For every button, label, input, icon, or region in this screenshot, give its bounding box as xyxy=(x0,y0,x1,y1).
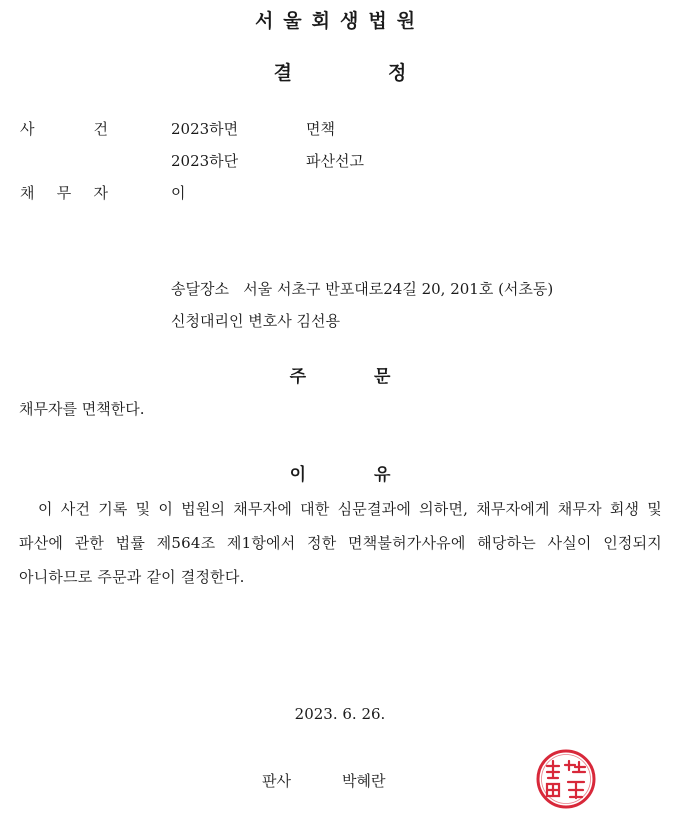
court-name: 서울회생법원 xyxy=(254,10,426,32)
judge-name: 박혜란 xyxy=(342,772,386,790)
agent-label: 신청대리인 변호사 xyxy=(171,312,292,330)
debtor-label-char-2: 무 xyxy=(56,184,72,202)
order-text: 채무자를 면책한다. xyxy=(19,400,145,418)
service-address-label: 송달장소 xyxy=(171,280,229,298)
decision-date: 2023. 6. 26. xyxy=(294,705,386,723)
debtor-label-char-1: 채 xyxy=(20,184,35,202)
case-label xyxy=(20,118,108,139)
debtor-label-char-3: 자 xyxy=(93,184,108,202)
case-name-1: 면책 xyxy=(306,120,335,138)
case-name-2: 파산선고 xyxy=(306,152,364,170)
order-heading: 주문 xyxy=(289,367,459,387)
agent-name: 김선용 xyxy=(296,312,340,330)
case-number-1: 2023하면 xyxy=(171,120,239,138)
service-address: 서울 서초구 반포대로24길 20, 201호 (서초동) xyxy=(243,280,554,298)
debtor-label xyxy=(20,182,108,203)
document-title: 결정 xyxy=(273,62,503,84)
judge-seal-stamp xyxy=(535,748,597,810)
judge-title: 판사 xyxy=(262,772,291,790)
case-label-char-1: 사 xyxy=(20,120,35,138)
case-label-char-2: 건 xyxy=(93,120,108,138)
reason-text: 이 사건 기록 및 이 법원의 채무자에 대한 심문결과에 의하면, 채무자에게 채무자 회생 및 파산에 관한 법률 제564조 제1항에서 정한 면책불허가사유에 해당하는 사실이 인정되지 아니하므로 주문과 같이 결정한다. xyxy=(19,500,662,586)
service-address-line xyxy=(171,278,553,299)
agent-line xyxy=(171,310,340,331)
case-number-2: 2023하단 xyxy=(171,152,239,170)
reason-heading: 이유 xyxy=(289,465,459,485)
debtor-name: 이 xyxy=(171,184,186,202)
